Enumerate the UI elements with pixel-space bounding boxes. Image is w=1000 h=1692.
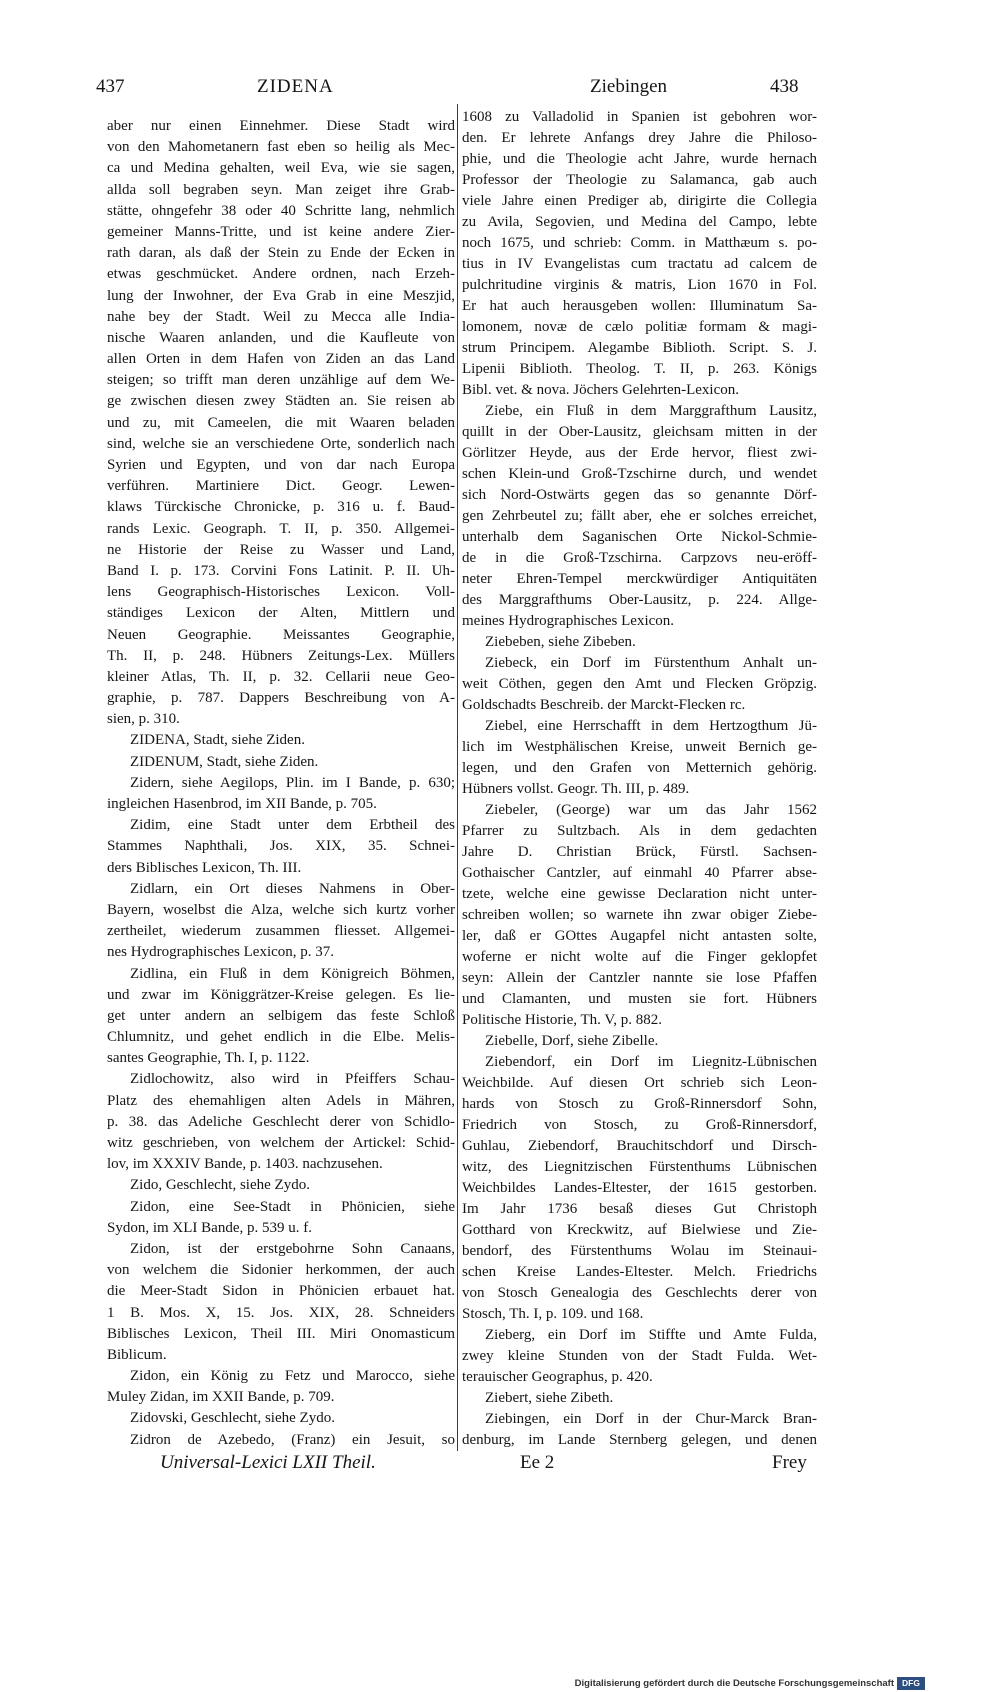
entry-headline: Zidovski, Geschlecht, siehe Zydo. xyxy=(130,1410,335,1427)
text-line: Friedrich von Stosch, zu Groß-Rinnersdorf, xyxy=(462,1117,817,1133)
text-line: des Marggrafthums Ober-Lausitz, p. 224. Allge- xyxy=(462,592,817,608)
entry-headline: Zido, Geschlecht, siehe Zydo. xyxy=(130,1177,310,1194)
entry-headline: Zidon, ist der erstgebohrne Sohn Canaans, xyxy=(130,1240,455,1257)
text-line: lich im Westphälischen Kreise, unweit Bernich ge- xyxy=(462,739,817,755)
text-line: ge zwischen diesen zwey Städten an. Sie reisen ab xyxy=(107,393,455,410)
text-line: ca und Medina gehalten, weil Eva, wie sie sagen, xyxy=(107,160,455,177)
digitization-credit: Digitalisierung gefördert durch die Deutsche Forschungsgemeinschaft xyxy=(574,1678,894,1689)
text-line: Jahre D. Christian Brück, Fürstl. Sachsen- xyxy=(462,844,817,860)
text-line: p. 38. das Adeliche Geschlecht derer von Schidlo- xyxy=(107,1113,455,1130)
text-line: und Clamanten, und musten sie fort. Hübners xyxy=(462,991,817,1007)
text-line: weit Cöthen, gegen den Amt und Flecken Gröpzig. xyxy=(462,676,817,692)
text-line: get unter andern an selbigem das feste Schloß xyxy=(107,1007,455,1024)
text-line: verführen. Martiniere Dict. Geogr. Lewen- xyxy=(107,478,455,495)
catchword: Frey xyxy=(772,1452,807,1473)
text-line: 1608 zu Valladolid in Spanien ist gebohren wor- xyxy=(462,109,817,125)
text-line: nische Waaren anlanden, und die Kaufleute von xyxy=(107,329,455,346)
page-number-right: 438 xyxy=(770,76,799,97)
entry-headline: ZIDENUM, Stadt, siehe Ziden. xyxy=(130,753,319,770)
entry-headline: Zidon, eine See-Stadt in Phönicien, siehe xyxy=(130,1198,455,1215)
text-line: Lipenii Biblioth. Theolog. T. II, p. 263. Königs xyxy=(462,361,817,377)
text-line: Neuen Geographie. Meissantes Geographie, xyxy=(107,626,455,643)
text-line: rands Lexic. Geograph. T. II, p. 350. Allgemei- xyxy=(107,520,455,537)
text-line: Bayern, woselbst die Alza, welche sich kurtz vorher xyxy=(107,901,455,918)
text-line: und zwar im Königgrätzer-Kreise gelegen. Es lie- xyxy=(107,986,455,1003)
left-column xyxy=(107,116,455,1451)
text-line: Weichbilde. Auf diesen Ort schrieb sich Leon- xyxy=(462,1075,817,1091)
text-line: von den Mahometanern fast eben so heilig als Mec- xyxy=(107,139,455,156)
entry-headline: Ziebe, ein Fluß in dem Marggrafthum Lausitz, xyxy=(485,403,817,419)
entry-headline: Zidim, eine Stadt unter dem Erbtheil des xyxy=(130,817,455,834)
entry-headline: Ziebel, eine Herrschafft in dem Hertzogthum Jü- xyxy=(485,718,817,734)
text-line: klaws Türckische Chronicke, p. 316 u. f. Baud- xyxy=(107,499,455,516)
entry-headline: Zidron de Azebedo, (Franz) ein Jesuit, so xyxy=(130,1431,455,1448)
text-line: Biblisches Lexicon, Theil III. Miri Onomasticum xyxy=(107,1325,455,1342)
text-line: seyn: Allein der Cantzler nannte sie lose Pfaffen xyxy=(462,970,817,986)
text-line: ne Historie der Reise zu Wasser und Land, xyxy=(107,541,455,558)
text-line: zwey kleine Stunden von der Stadt Fulda. Wet- xyxy=(462,1348,817,1364)
text-line: Goldschadts Beschreib. der Marckt-Flecken rc. xyxy=(462,697,746,713)
text-line: Görlitzer Heyde, aus der Erde hervor, fliest zwi- xyxy=(462,445,817,461)
text-line: steigen; so trifft man deren unzählige auf dem We- xyxy=(107,372,455,389)
text-line: Pfarrer zu Sultzbach. Als in dem gedachten xyxy=(462,823,817,839)
text-line: Guhlau, Ziebendorf, Brauchitschdorf und Dirsch- xyxy=(462,1138,817,1154)
entry-headline: Zidlochowitz, also wird in Pfeiffers Schau- xyxy=(130,1071,455,1088)
text-line: de in die Groß-Tzschirna. Carpzovs neu-eröff- xyxy=(462,550,817,566)
text-line: Gotthard von Kreckwitz, auf Bielwiese und Zie- xyxy=(462,1222,817,1238)
text-line: die Meer-Stadt Sidon in Phönicien erbauet hat. xyxy=(107,1283,455,1300)
text-line: graphie, p. 787. Dappers Beschreibung von A- xyxy=(107,690,455,707)
text-line: zertheilet, wiederum zusammen fliesset. Allgemei- xyxy=(107,923,455,940)
text-line: witz geschrieben, von welchem der Artickel: Schid- xyxy=(107,1135,455,1151)
text-line: legen, und den Grafen von Metternich gehörig. xyxy=(462,760,817,776)
text-line: ingleichen Hasenbrod, im XII Bande, p. 705. xyxy=(107,796,377,812)
text-line: lung der Inwohner, der Eva Grab in eine Meszjid, xyxy=(107,287,455,304)
page-number-left: 437 xyxy=(96,76,125,97)
text-line: gen Zehrbeutel zu; fällt aber, ehe er solches erreichet, xyxy=(462,508,817,524)
entry-headline: Ziebelle, Dorf, siehe Zibelle. xyxy=(485,1033,659,1049)
text-line: Weichbildes Landes-Eltester, der 1615 gestorben. xyxy=(462,1180,817,1196)
entry-headline: Ziebendorf, ein Dorf im Liegnitz-Lübnischen xyxy=(485,1054,817,1070)
text-line: Politische Historie, Th. V, p. 882. xyxy=(462,1012,663,1028)
text-line: zu Avila, Segovien, und Medina del Campo, lebte xyxy=(462,214,817,230)
text-line: pulchritudine virginis & matris, Lion 1670 in Fol. xyxy=(462,277,817,293)
text-line: phie, und die Theologie acht Jahre, wurde hernach xyxy=(462,151,817,167)
right-column xyxy=(462,107,817,1451)
text-line: witz, des Liegnitzischen Fürstenthums Lübnischen xyxy=(462,1159,817,1175)
text-line: terauischer Geographus, p. 420. xyxy=(462,1369,653,1385)
entry-headline: Ziebeler, (George) war um das Jahr 1562 xyxy=(485,802,817,818)
text-line: schen Kreise Landes-Eltester. Melch. Friedrichs xyxy=(462,1264,817,1280)
text-line: Syrien und Egypten, und von dar nach Europa xyxy=(107,457,455,473)
text-line: Hübners vollst. Geogr. Th. III, p. 489. xyxy=(462,781,690,797)
text-line: von Stosch Genealogia des Geschlechts derer von xyxy=(462,1285,817,1301)
text-line: Muley Zidan, im XXII Bande, p. 709. xyxy=(107,1389,335,1406)
text-line: woferne er nicht wolte auf die Finger geklopfet xyxy=(462,949,817,965)
text-line: gemeiner Manns-Tritte, und ist keine andere Zier- xyxy=(107,223,455,240)
text-line: Professor der Theologie zu Salamanca, gab auch xyxy=(462,172,817,188)
running-head-left: ZIDENA xyxy=(257,76,334,97)
text-line: lomonem, novæ de cælo politiæ formam & magi- xyxy=(462,319,817,335)
column-rule xyxy=(457,104,458,1451)
text-line: sich Nord-Ostwärts gegen das so genannte Dörf- xyxy=(462,487,817,503)
text-line: Sydon, im XLI Bande, p. 539 u. f. xyxy=(107,1219,312,1236)
entry-headline: Zidlarn, ein Ort dieses Nahmens in Ober- xyxy=(130,880,455,897)
text-line: denburg, im Lande Sternberg gelegen, und denen xyxy=(462,1432,817,1448)
text-line: sien, p. 310. xyxy=(107,711,180,728)
text-line: meines Hydrographisches Lexicon. xyxy=(462,613,675,629)
text-line: schreiben wollen; so warnete ihn zwar obiger Ziebe- xyxy=(462,907,817,923)
text-line: allda soll begraben seyn. Man zeiget ihre Grab- xyxy=(107,181,455,198)
text-line: lens Geographisch-Historisches Lexicon. Voll- xyxy=(107,584,455,601)
text-line: Gothaischer Cantzler, auf einmahl 40 Pfarrer abse- xyxy=(462,865,817,881)
entry-headline: Ziebeben, siehe Zibeben. xyxy=(485,634,636,650)
text-line: bendorf, des Fürstenthums Wolau im Steinaui- xyxy=(462,1243,817,1259)
entry-headline: Ziebert, siehe Zibeth. xyxy=(485,1390,614,1406)
running-head-right: Ziebingen xyxy=(590,76,668,97)
text-line: Biblicum. xyxy=(107,1346,167,1363)
text-line: lov, im XXXIV Bande, p. 1403. nachzusehen. xyxy=(107,1156,383,1173)
text-line: etwas geschmücket. Andere ordnen, nach Erzeh- xyxy=(107,266,455,283)
text-line: Im Jahr 1736 besaß dieses Gut Christoph xyxy=(462,1201,817,1217)
text-line: von welchem die Sidonier herkommen, der auch xyxy=(107,1262,455,1279)
text-line: ler, daß er GOttes Augapfel nicht antasten solte, xyxy=(462,928,817,944)
text-line: aber nur einen Einnehmer. Diese Stadt wird xyxy=(107,118,455,134)
text-line: stätte, ohngefehr 38 oder 40 Schritte lang, nehmlich xyxy=(107,202,455,219)
text-line: allen Orten in dem Hafen von Ziden an das Land xyxy=(107,351,455,368)
text-line: ständiges Lexicon der Alten, Mittlern und xyxy=(107,605,455,622)
text-line: und zu, mit Cameelen, die mit Waaren beladen xyxy=(107,414,455,431)
text-line: strum Principem. Alegambe Biblioth. Script. S. J. xyxy=(462,340,817,356)
text-line: tius in IV Evangelistas cum tractatu ad calcem de xyxy=(462,256,817,272)
text-line: Th. II, p. 248. Hübners Zeitungs-Lex. Müllers xyxy=(107,647,455,664)
entry-headline: Ziebingen, ein Dorf in der Chur-Marck Bran- xyxy=(485,1411,817,1427)
text-line: Er hat auch herausgeben wollen: Illuminatum Sa- xyxy=(462,298,817,314)
text-line: Stammes Naphthali, Jos. XIX, 35. Schnei- xyxy=(107,838,455,855)
entry-headline: ZIDENA, Stadt, siehe Ziden. xyxy=(130,732,305,749)
text-line: santes Geographie, Th. I, p. 1122. xyxy=(107,1050,310,1067)
text-line: Bibl. vet. & nova. Jöchers Gelehrten-Lexicon. xyxy=(462,382,740,398)
text-line: viele Jahre einen Prediger ab, dirigirte die Collegia xyxy=(462,193,817,209)
text-line: 1 B. Mos. X, 15. Jos. XIX, 28. Schneiders xyxy=(107,1304,455,1321)
text-line: Chlumnitz, und gehet endlich in die Elbe. Melis- xyxy=(107,1029,455,1046)
signature-mark: Ee 2 xyxy=(520,1452,555,1473)
dfg-logo: DFG xyxy=(897,1677,925,1690)
text-line: Band I. p. 173. Corvini Fons Latinit. P. II. Uh- xyxy=(107,562,455,579)
signature-title: Universal-Lexici LXII Theil. xyxy=(160,1452,376,1473)
text-line: nes Hydrographisches Lexicon, p. 37. xyxy=(107,944,335,961)
text-line: quillt in der Ober-Lausitz, gleichsam mitten in der xyxy=(462,424,817,440)
text-line: unterhalb dem Saganischen Orte Nickol-Schmie- xyxy=(462,529,817,545)
entry-headline: Ziebeck, ein Dorf im Fürstenthum Anhalt un- xyxy=(485,655,817,671)
text-line: ders Biblisches Lexicon, Th. III. xyxy=(107,859,302,876)
text-line: Platz des ehemahligen alten Adels in Mähren, xyxy=(107,1092,455,1109)
entry-headline: Zidon, ein König zu Fetz und Marocco, siehe xyxy=(130,1368,455,1385)
text-line: sind, welche sie an verschiedene Orte, sonderlich nach xyxy=(107,435,455,452)
text-line: noch 1675, und schrieb: Comm. in Matthæum s. po- xyxy=(462,235,817,251)
text-line: rath daran, als daß der Stein zu Ende der Ecken in xyxy=(107,245,455,262)
text-line: neter Ehren-Tempel merckwürdiger Antiquitäten xyxy=(462,571,817,587)
text-line: nahe bey der Stadt. Weil zu Mecca alle India- xyxy=(107,308,455,325)
text-line: hards von Stosch zu Groß-Rinnersdorf Sohn, xyxy=(462,1096,817,1112)
entry-headline: Zidern, siehe Aegilops, Plin. im I Bande, p. 630; xyxy=(130,774,455,791)
entry-headline: Zidlina, ein Fluß in dem Königreich Böhmen, xyxy=(130,965,455,982)
text-line: tzete, welche eine gewisse Declaration nicht unter- xyxy=(462,886,817,902)
entry-headline: Zieberg, ein Dorf im Stiffte und Amte Fulda, xyxy=(485,1327,817,1343)
text-line: schen Klein-und Groß-Tzschirne durch, und wendet xyxy=(462,466,817,482)
text-line: Stosch, Th. I, p. 109. und 168. xyxy=(462,1306,644,1322)
text-line: den. Er lehrete Anfangs drey Jahre die Philoso- xyxy=(462,130,817,146)
text-line: kleiner Atlas, Th. II, p. 32. Cellarii neue Geo- xyxy=(107,668,455,685)
